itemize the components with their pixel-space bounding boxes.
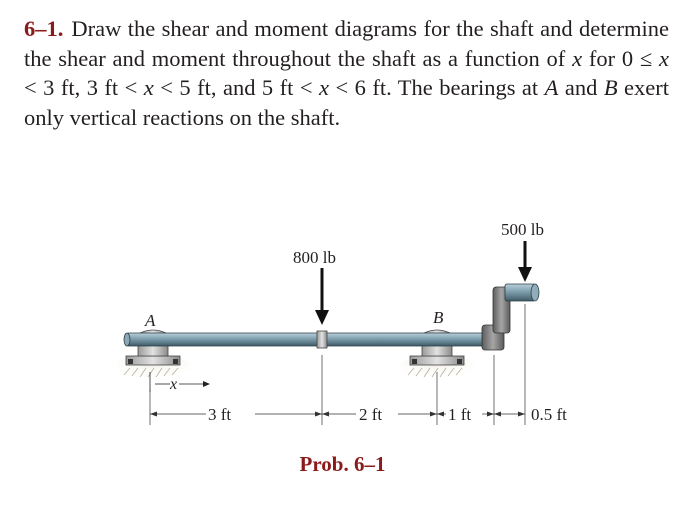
x-label: x [170, 376, 178, 393]
figure-caption: Prob. 6–1 [299, 452, 386, 476]
problem-number: 6–1. [24, 16, 64, 41]
problem-text-part-6: and [558, 75, 604, 100]
crank-arm [482, 284, 539, 350]
problem-text-part-4: < 5 ft, and 5 ft < [153, 75, 320, 100]
load-arrow-800 [315, 268, 329, 325]
problem-text-part-1: Draw the shear and moment diagrams for the shaft and determine the shear and moment throughout the shaft as a function of [24, 16, 669, 71]
var-x: x [319, 75, 330, 100]
bearing-a-ref: A [544, 75, 559, 100]
var-x: x [659, 45, 669, 71]
load-collar [317, 331, 327, 348]
problem-text-part-7: exert only vertical reactions on the shaft. [24, 75, 669, 130]
dim-label-1ft: 1 ft [448, 405, 472, 424]
problem-text-part-5: < 6 ft. The bearings at [329, 75, 545, 100]
dim-label-0-5ft: 0.5 ft [531, 405, 567, 424]
load-label-800: 800 lb [293, 248, 336, 267]
dim-label-3ft: 3 ft [208, 405, 232, 424]
var-x: x [572, 45, 583, 71]
dim-label-2ft: 2 ft [359, 405, 383, 424]
label-b: B [433, 308, 444, 327]
problem-text-part-2: for 0 ≤ [582, 45, 659, 71]
var-x: x [143, 75, 154, 100]
load-label-500: 500 lb [501, 220, 544, 239]
bearing-b-ref: B [603, 75, 618, 100]
label-a: A [145, 311, 156, 330]
shaft [127, 333, 489, 346]
load-arrow-500 [518, 241, 532, 282]
problem-text-part-3: < 3 ft, 3 ft < [24, 75, 144, 100]
